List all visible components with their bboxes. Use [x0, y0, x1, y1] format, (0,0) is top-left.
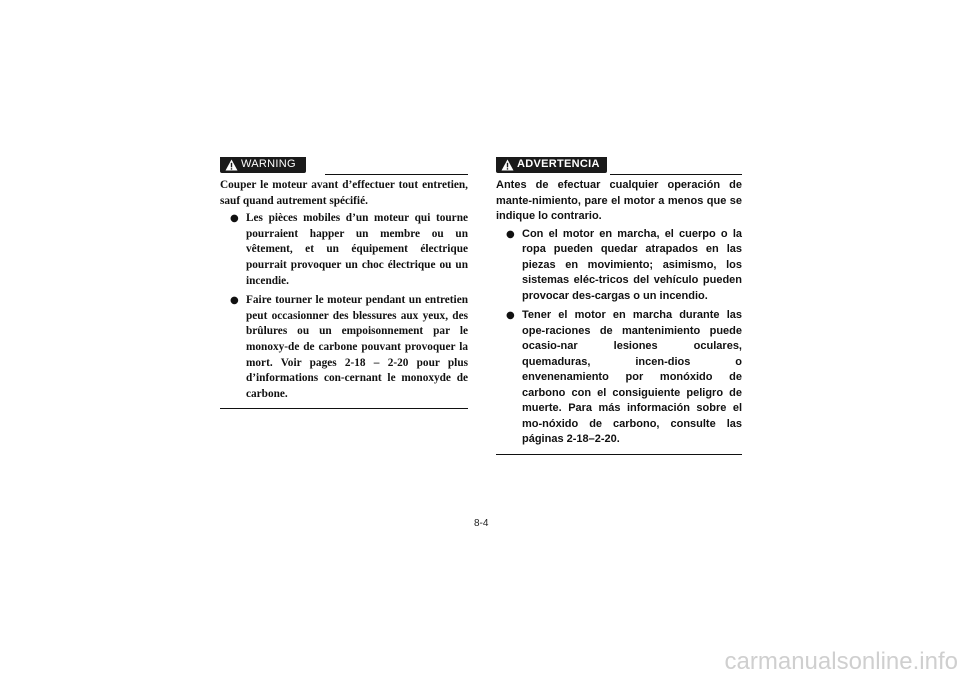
warning-triangle-icon — [225, 159, 238, 171]
list-item — [220, 293, 468, 402]
warning-header — [496, 157, 742, 175]
list-item-text: Tener el motor en marcha durante las ope-raciones de mantenimiento puede ocasio-nar lesiones oculares, quemaduras, incen-dios o envenenamiento por monóxido de carbono con el consiguiente peligro de muerte. Para más información sobre el mo-nóxido de carbono, consulte las páginas 2-18–2-20. — [522, 309, 742, 445]
end-rule — [496, 454, 742, 455]
list-item-text: Faire tourner le moteur pendant un entretien peut occasionner des blessures aux yeux, des brûlures ou un empoisonnement par le monoxy-de de carbone pouvant provoquer la mort. Voir pages 2-18 – 2-20 pour plus d’informations con-cernant le monoxyde de carbone. — [246, 294, 468, 400]
warning-banner — [220, 157, 306, 173]
header-rule — [325, 174, 468, 175]
header-rule — [610, 174, 742, 175]
bullet-icon: ● — [230, 213, 239, 225]
bullet-icon: ● — [506, 310, 515, 321]
bullet-icon: ● — [230, 295, 239, 307]
warning-triangle-icon — [501, 159, 514, 171]
bullet-icon: ● — [506, 228, 515, 240]
warning-intro: Couper le moteur avant d’effectuer tout entretien, sauf quand autrement spécifié. — [220, 179, 468, 207]
list-item-text: Con el motor en marcha, el cuerpo o la ropa pueden quedar atrapados en las piezas en movimiento; asimismo, los sistemas eléc-tricos del vehículo pueden provocar des-cargas o un incendio. — [522, 227, 742, 302]
warning-intro: Antes de efectuar cualquier operación de mante-nimiento, pare el motor a menos que se indique lo contrario. — [496, 179, 742, 222]
warning-block-french — [220, 157, 468, 409]
list-item — [496, 227, 742, 305]
warning-label: ADVERTENCIA — [517, 158, 600, 171]
watermark: carmanualsonline.info — [724, 648, 958, 675]
warning-banner — [496, 157, 607, 173]
list-item — [220, 211, 468, 289]
end-rule — [220, 408, 468, 409]
warning-block-spanish — [496, 157, 742, 455]
list-item-text: Les pièces mobiles d’un moteur qui tourne pourraient happer un membre ou un vêtement, et un équipement électrique pourrait provoquer un choc électrique ou un incendie. — [246, 212, 468, 287]
warning-list — [496, 227, 742, 448]
warning-label: WARNING — [241, 158, 296, 171]
warning-header — [220, 157, 468, 175]
warning-list — [220, 211, 468, 402]
page-number: 8-4 — [474, 518, 489, 529]
list-item — [496, 308, 742, 448]
